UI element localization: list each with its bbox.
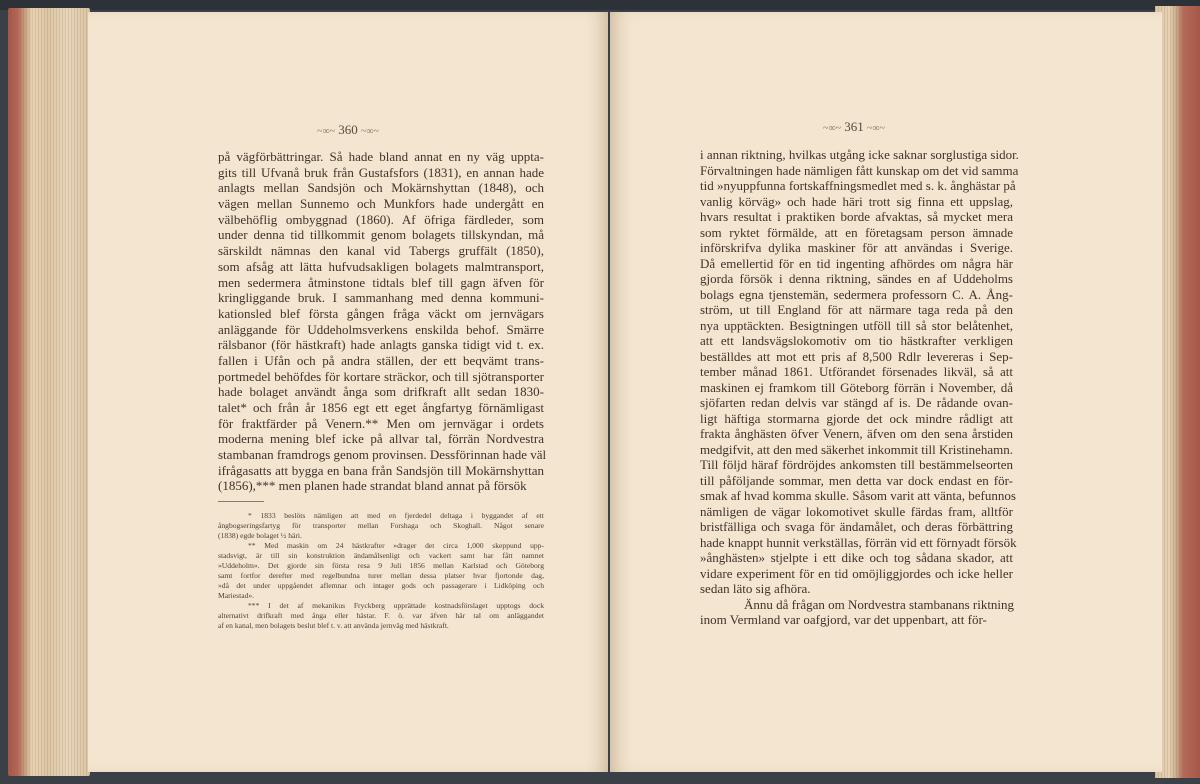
text-line: »då det under uppgåendet aflemnar och intager gods och passagerare i Lidköping och (218, 581, 544, 590)
text-line: inom Vermland var oafgjord, var det uppenbart, att för- (700, 612, 987, 627)
left-page (88, 12, 608, 772)
footnotes (218, 511, 544, 631)
text-line: Till följd häraf fördröjdes ankomsten till bestämmelseorten (700, 457, 1013, 472)
text-line: som afsåg att lätta hufvudsakligen bolagets malmtransport, (218, 258, 544, 274)
text-line: nämligen de vägar lokomotivet skulle färdas fram, alltför (700, 503, 1013, 519)
text-line: på vägförbättringar. Så hade bland annat en ny väg uppta- (218, 149, 544, 164)
text-line: Då emellertid för en tid ingenting afhördes om några här (700, 255, 1013, 271)
ornament: ~∞~ (361, 126, 379, 137)
text-line: hade bolaget användt ånga som drifkraft allt sedan 1830- (218, 384, 544, 400)
text-line: vägen mellan Sunnemo och Munkfors hade undergått en (218, 196, 544, 212)
text-line: fallen i Ufån och på andra ställen, der ett beqvämt trans- (218, 352, 544, 368)
text-line: sjöfarten redan delvis var stängd af is. De rådande ovan- (700, 395, 1013, 410)
text-line: hade knappt hunnit verkställas, förrän vid ett förnyadt försök (700, 534, 1017, 550)
text-line: talet* och från år 1856 egt ett eget ångfartyg förnämligast (218, 400, 544, 415)
text-line: anläggande för Uddeholmsverkens enskilda behof. Smärre (218, 321, 544, 337)
body-text (218, 149, 547, 494)
right-page (610, 12, 1162, 772)
text-line: portmedel behöfdes för kortare sträckor, och till sjötransporter (218, 368, 544, 384)
text-line: nya upptäckten. Besigtningen utföll till så stor belåtenhet, (700, 317, 1013, 333)
text-line: gjorda försök i denna riktning, sändes en af Uddeholms (700, 271, 1013, 286)
text-line: ligt häftiga stormarna gjorde det ock mindre rådligt att (700, 410, 1013, 426)
body-text (700, 147, 1019, 628)
text-line: ** Med maskin om 24 hästkrafter »drager det circa 1,000 skeppund upp- (248, 541, 544, 550)
text-line: af en kanal, men bolagets beslut blef t. v. att använda jernväg med hästkraft. (218, 621, 449, 630)
text-line: vanlig körväg» och hade häri trott sig finna ett uppslag, (700, 193, 1013, 209)
text-line: smak af hvad komma skulle. Såsom varit att vänta, befunnos (700, 488, 1016, 503)
text-line: »Uddeholm». Det gjorde sin första resa 9 Juli 1856 mellan Karlstad och Göteborg (218, 561, 544, 570)
text-line: bolags egna tjenstemän, sedermera professorn C. A. Ång- (700, 286, 1013, 302)
text-line: införskrifva dylika maskiner för att användas i Sverige. (700, 240, 1013, 255)
book-edge-left (8, 8, 90, 776)
text-line: Ännu då frågan om Nordvestra stambanans riktning (744, 596, 1015, 612)
text-line: * 1833 beslöts nämligen att med en fjerdedel deltaga i byggandet af ett (248, 511, 544, 520)
text-line: (1838) egde bolaget ½ häri. (218, 531, 302, 540)
text-line: frakta ånghästen öfver Venern, äfven om den sena årstiden (700, 426, 1013, 441)
text-line: för fraktfärder på Venern.** Men om jernvägar i ordets (218, 415, 544, 431)
text-line: tember månad 1861. Utförandet försenades likväl, så att (700, 364, 1013, 379)
text-line: särskildt nämnas den kanal vid Tabergs gruffält (1850), (218, 243, 544, 259)
page-number (754, 119, 954, 137)
text-line: beställdes att mot ett pris af 8,500 Rdlr levereras i Sep- (700, 348, 1013, 364)
text-line: ångbogseringsfartyg för transporter mellan Forshaga och Skoghall. Något senare (218, 521, 544, 530)
text-line: sedan läto sig afhöra. (700, 581, 811, 596)
text-line: (1856),*** men planen hade strandat bland annat på försök (218, 478, 527, 494)
page-number-text: 361 (844, 119, 864, 134)
background-top-strip (0, 0, 1200, 10)
text-line: välbehöflig ombyggnad (1860). Af öfriga färdleder, som (218, 211, 544, 227)
text-line: gits till Ufvanå bruk från Gustafsfors (1831), en annan hade (218, 164, 544, 180)
text-line: stambanan framdrogs genom provinsen. Dessförinnan hade väl (218, 447, 547, 463)
text-line: under denna tid tillkommit genom bolagets tillskyndan, må (218, 227, 544, 243)
text-line: anlagts mellan Sandsjön och Mokärnshyttan (1848), och (218, 180, 544, 196)
text-line: medgifvit, att den med säkerhet inkommit till Kristinehamn. (700, 441, 1014, 457)
text-line: hvars resultat i praktiken borde afvaktas, så mycket mera (700, 209, 1013, 224)
text-line: ström, ut till England för att närmare taga reda på den (700, 302, 1013, 317)
ornament: ~∞~ (823, 123, 841, 134)
text-line: kringliggande bruk. I sammanhang med denna kommuni- (218, 290, 544, 306)
text-line: Mariestad». (218, 591, 255, 600)
text-line: i annan riktning, hvilkas utgång icke saknar sorglustiga sidor. (700, 147, 1019, 162)
text-line: »ånghästen» stjelpte i ett dike och tog sådana skador, att (700, 550, 1013, 565)
text-line: rälsbanor (för hästkraft) hade anlagts ganska tidigt vid t. ex. (218, 337, 544, 353)
text-line: kationsled blef första gången fråga väckt om jernvägars (218, 305, 544, 321)
text-line: *** I det af mekanikus Fryckberg upprättade kostnadsförslaget upptogs dock (248, 601, 544, 610)
text-line: Förvaltningen hade nämligen fått kunskap om det vid samma (700, 162, 1019, 178)
ornament: ~∞~ (867, 123, 885, 134)
text-line: moderna mening blef icke på allvar tal, förrän Nordvestra (218, 431, 544, 447)
text-line: som ryktet förmälde, att en företagsam person ämnade (700, 224, 1013, 240)
text-line: maskinen ej framkom till Göteborg förrän i November, då (700, 379, 1013, 395)
text-line: samt fortfor derefter med regelbundna turer mellan dessa platser hvar fjortonde dag, (218, 571, 544, 580)
footnote-divider (218, 501, 264, 502)
text-line: vidare experiment för en tid omöjliggjordes och icke heller (700, 565, 1013, 581)
text-line: stadsvigt, är till sin konstruktion ändamålsenligt och vackert samt har fått namnet (218, 551, 544, 560)
text-line: tid »nyuppfunna fortskaffningsmedlet med s. k. ånghästar på (700, 178, 1016, 193)
text-line: ifrågasatts att bygga en bana från Sandsjön till Mokärnshyttan (218, 462, 544, 478)
page-number (248, 122, 448, 140)
page-number-text: 360 (338, 122, 358, 137)
text-line: men sedermera åtminstone tidtals blef till gagn äfven för (218, 274, 544, 290)
text-line: till påföljande sommar, men detta var dock endast en för- (700, 472, 1013, 488)
text-line: alternativt drifkraft med ånga eller hästar. F. ö. var äfven här tal om anläggandet (218, 611, 544, 620)
text-line: att ett landsvägslokomotiv om tio hästkrafter verkligen (700, 333, 1013, 348)
ornament: ~∞~ (317, 126, 335, 137)
text-line: bristfälliga och svaga för ändamålet, och deras förbättring (700, 519, 1013, 534)
